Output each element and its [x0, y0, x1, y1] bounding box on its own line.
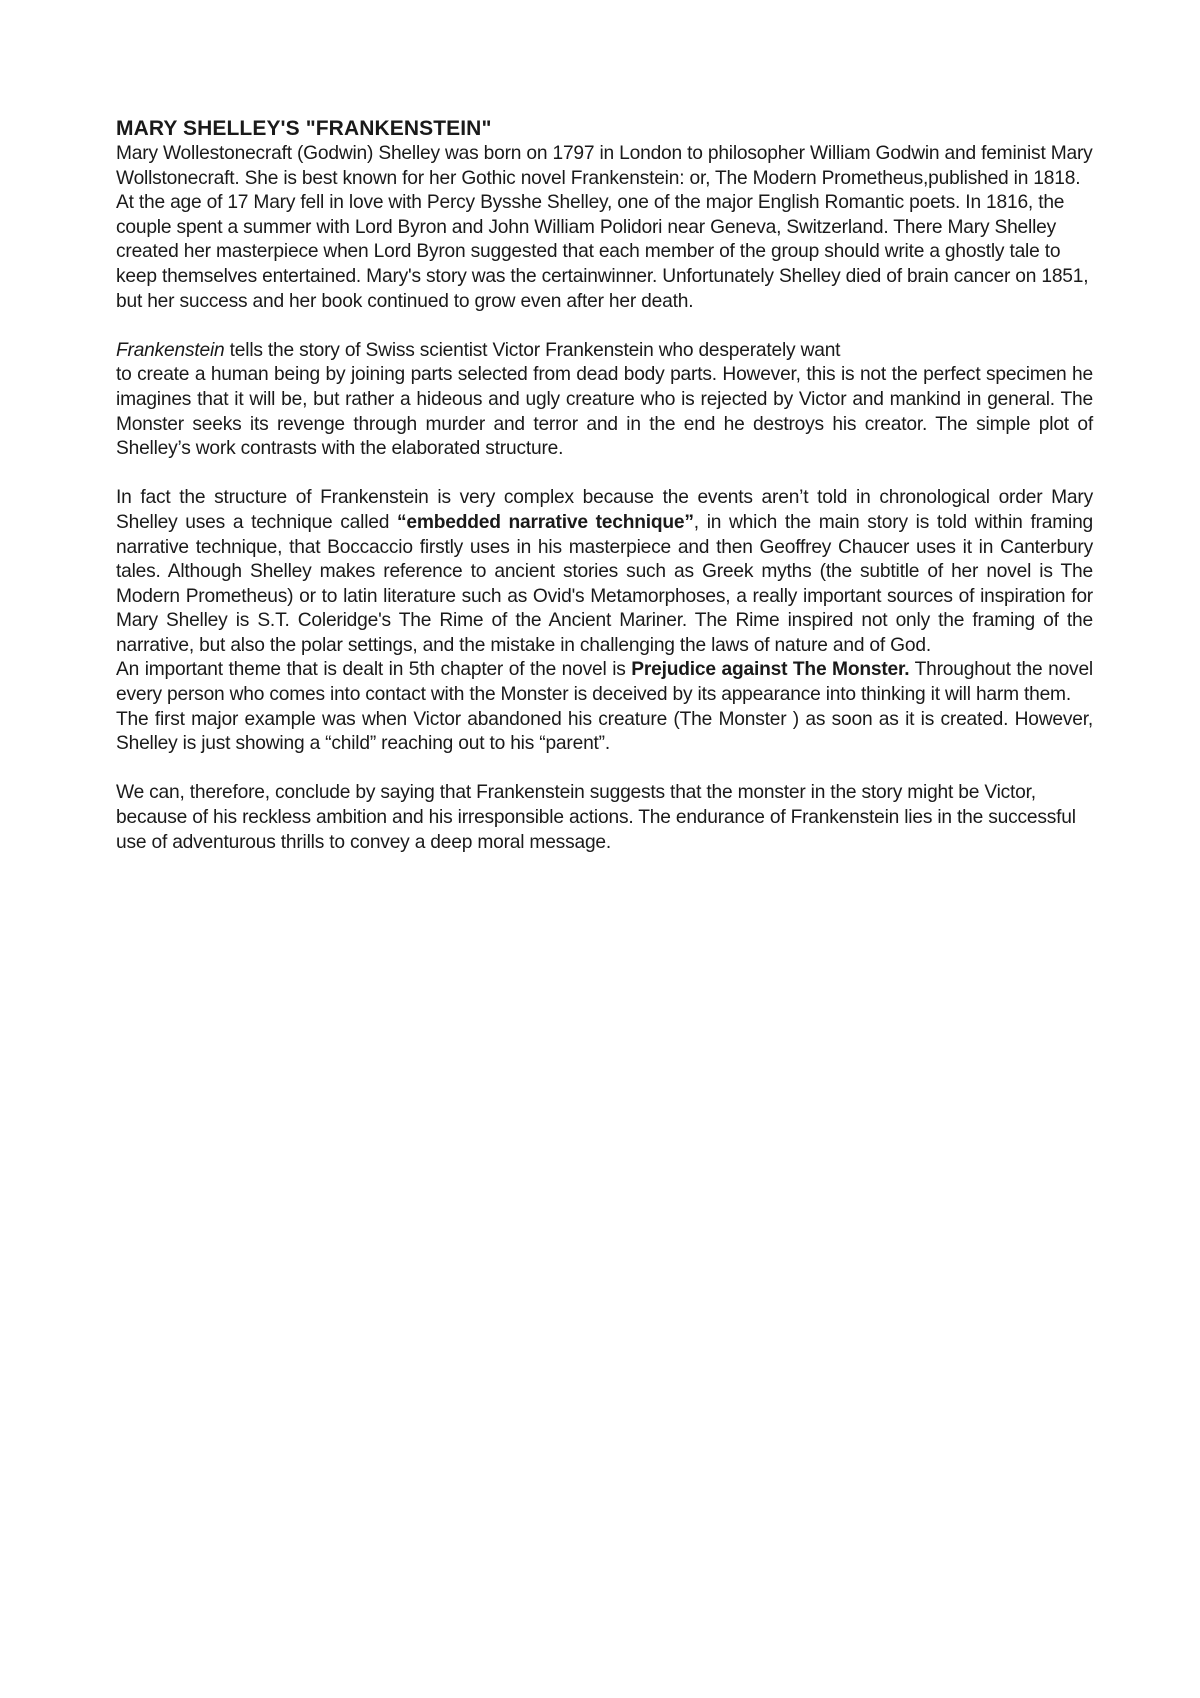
theme-text-before: An important theme that is dealt in 5th chapter of the novel is: [116, 659, 632, 681]
theme-bold-term: Prejudice against The Monster.: [631, 659, 910, 681]
document-page: [116, 116, 1093, 855]
structure-text-after: , in which the main story is told within framing narrative technique, that Boccaccio firstly uses in his masterpiece and then Geoffrey Chaucer uses it in Canterbury tales. Although Shelley makes reference to ancient stories such as Greek myths (the subtitle of her novel is The Modern Prometheus) or to latin literature such as Ovid's Metamorphoses, a really important sources of inspiration for Mary Shelley is S.T. Coleridge's The Rime of the Ancient Mariner. The Rime inspired not only the framing of the narrative, but also the polar settings, and the mistake in challenging the laws of nature and of God.: [116, 511, 1094, 656]
plot-italic-title: Frankenstein: [116, 339, 225, 361]
theme-text-after: Throughout the novel every person who comes into contact with the Monster is deceived by its appearance into thinking it will harm them.: [116, 659, 1093, 706]
plot-body-text: to create a human being by joining parts selected from dead body parts. However, this is not the perfect specimen he imagines that it will be, but rather a hideous and ugly creature who is rejected by Victor and mankind in general. The Monster seeks its revenge through murder and terror and in the end he destroys his creator. The simple plot of Shelley’s work contrasts with the elaborated structure.: [116, 364, 1093, 460]
intro-paragraph: Mary Wollestonecraft (Godwin) Shelley was born on 1797 in London to philosopher William Godwin and feminist Mary Wollstonecraft. She is best known for her Gothic novel Frankenstein: or, The Modern Prometheus,published in 1818. At the age of 17 Mary fell in love with Percy Bysshe Shelley, one of the major English Romantic poets. In 1816, the couple spent a summer with Lord Byron and John William Polidori near Geneva, Switzerland. There Mary Shelley created her masterpiece when Lord Byron suggested that each member of the group should write a ghostly tale to keep themselves entertained. Mary's story was the certainwinner. Unfortunately Shelley died of brain cancer on 1851, but her success and her book continued to grow even after her death.: [116, 143, 1093, 312]
conclusion-paragraph: We can, therefore, conclude by saying that Frankenstein suggests that the monster in the story might be Victor, because of his reckless ambition and his irresponsible actions. The endurance of Frankenstein lies in the successful use of adventurous thrills to convey a deep moral message.: [116, 782, 1076, 853]
structure-text-before: In fact the structure of Frankenstein is very complex because the events aren’t told in chronological order Mary Shelley uses a technique called: [116, 487, 1093, 533]
example-paragraph: The first major example was when Victor abandoned his creature (The Monster ) as soon as it is created. However, Shelley is just showing a “child” reaching out to his “parent”.: [116, 708, 1093, 755]
plot-paragraph: [116, 339, 1093, 462]
plot-first-line: [116, 339, 1093, 364]
structure-paragraph: [116, 486, 1093, 658]
plot-first-line-text: tells the story of Swiss scientist Victor Frankenstein who desperately want: [224, 339, 841, 361]
theme-paragraph: [116, 658, 1093, 707]
document-title: MARY SHELLEY'S "FRANKENSTEIN": [116, 117, 492, 140]
structure-bold-term: “embedded narrative technique”: [397, 511, 694, 533]
